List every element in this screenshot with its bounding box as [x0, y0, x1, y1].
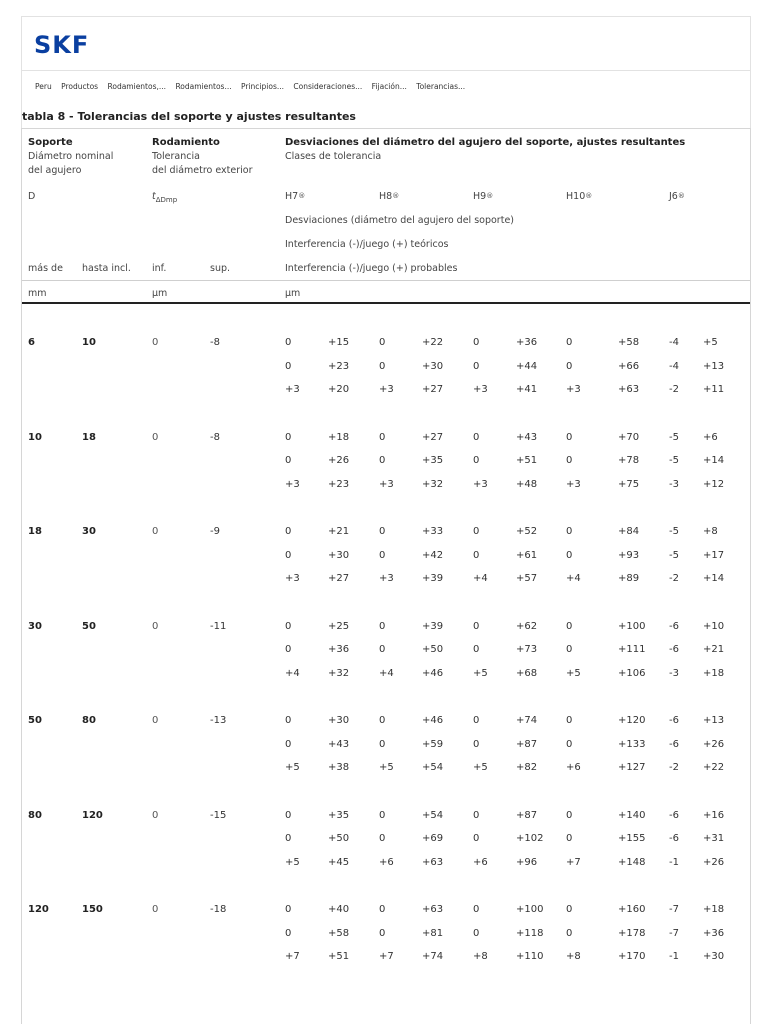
table-cell: +38: [328, 762, 350, 773]
table-cell: +17: [703, 550, 725, 561]
table-cell: +118: [516, 928, 544, 939]
table-cell: +30: [328, 550, 350, 561]
table-cell: +35: [422, 455, 444, 466]
registered-icon: ®: [486, 192, 494, 200]
header-mas-de: más de: [28, 263, 63, 274]
table-cell: -3: [669, 668, 679, 679]
table-cell: 0: [285, 739, 292, 750]
group-mas-de: 50: [28, 715, 42, 726]
table-cell: 0: [566, 432, 573, 443]
group-mas-de: 10: [28, 432, 42, 443]
table-cell: +106: [618, 668, 646, 679]
table-cell: +6: [703, 432, 718, 443]
table-cell: +27: [422, 432, 444, 443]
table-cell: 0: [473, 904, 480, 915]
table-cell: 0: [285, 337, 292, 348]
table-cell: +4: [285, 668, 300, 679]
table-cell: 0: [566, 904, 573, 915]
table-cell: +7: [566, 857, 581, 868]
group-inf: 0: [152, 621, 159, 632]
header-t: [152, 190, 177, 207]
table-cell: +43: [516, 432, 538, 443]
table-cell: +48: [516, 479, 538, 490]
group-hasta: 18: [82, 432, 96, 443]
table-cell: +6: [473, 857, 488, 868]
table-cell: +21: [703, 644, 725, 655]
header-divider-thick: [22, 302, 750, 304]
table-cell: 0: [379, 337, 386, 348]
table-cell: +74: [516, 715, 538, 726]
header-inf: inf.: [152, 263, 167, 274]
group-sup: -13: [210, 715, 227, 726]
table-cell: +178: [618, 928, 646, 939]
breadcrumb-item-principios[interactable]: Principios...: [241, 82, 285, 91]
registered-icon: ®: [298, 192, 306, 200]
table-cell: 0: [285, 644, 292, 655]
group-mas-de: 6: [28, 337, 35, 348]
header-hasta: hasta incl.: [82, 263, 131, 274]
breadcrumb: [35, 82, 472, 91]
table-cell: -5: [669, 432, 679, 443]
table-cell: +140: [618, 810, 646, 821]
table-cell: +22: [703, 762, 725, 773]
table-cell: +102: [516, 833, 544, 844]
header-line-teoricos: Interferencia (-)/juego (+) teóricos: [285, 239, 449, 250]
table-cell: -5: [669, 526, 679, 537]
table-cell: -1: [669, 857, 679, 868]
group-hasta: 120: [82, 810, 103, 821]
table-cell: +84: [618, 526, 640, 537]
table-cell: +7: [379, 951, 394, 962]
table-cell: +6: [566, 762, 581, 773]
table-cell: +36: [516, 337, 538, 348]
table-cell: +75: [618, 479, 640, 490]
unit-um-soporte: μm: [285, 288, 301, 299]
table-cell: +21: [328, 526, 350, 537]
table-cell: 0: [285, 361, 292, 372]
group-inf: 0: [152, 526, 159, 537]
table-cell: +3: [566, 384, 581, 395]
table-cell: 0: [285, 715, 292, 726]
table-cell: +110: [516, 951, 544, 962]
table-cell: +3: [473, 479, 488, 490]
table-cell: 0: [379, 833, 386, 844]
group-sup: -8: [210, 337, 220, 348]
header-d: D: [28, 191, 36, 202]
unit-mm: mm: [28, 288, 47, 299]
header-rodamiento: Rodamiento: [152, 137, 220, 148]
breadcrumb-item-tolerancias[interactable]: Tolerancias...: [416, 82, 466, 91]
group-sup: -15: [210, 810, 227, 821]
group-sup: -9: [210, 526, 220, 537]
table-cell: +36: [703, 928, 725, 939]
table-cell: +54: [422, 810, 444, 821]
table-cell: +70: [618, 432, 640, 443]
table-cell: +59: [422, 739, 444, 750]
table-cell: +3: [379, 479, 394, 490]
table-cell: 0: [566, 526, 573, 537]
table-cell: 0: [285, 432, 292, 443]
table-cell: +4: [379, 668, 394, 679]
table-cell: +14: [703, 573, 725, 584]
table-cell: +35: [328, 810, 350, 821]
table-cell: 0: [379, 715, 386, 726]
table-cell: +26: [703, 857, 725, 868]
table-cell: +5: [566, 668, 581, 679]
class-h10: [566, 190, 592, 203]
table-cell: +36: [328, 644, 350, 655]
header-soporte: Soporte: [28, 137, 73, 148]
table-cell: 0: [285, 833, 292, 844]
breadcrumb-item-rodamientos-2[interactable]: Rodamientos...: [175, 82, 232, 91]
table-cell: +3: [285, 384, 300, 395]
table-cell: +133: [618, 739, 646, 750]
table-cell: +4: [566, 573, 581, 584]
table-cell: +30: [703, 951, 725, 962]
table-cell: +93: [618, 550, 640, 561]
table-cell: +32: [328, 668, 350, 679]
group-hasta: 50: [82, 621, 96, 632]
table-cell: +89: [618, 573, 640, 584]
table-cell: 0: [379, 644, 386, 655]
table-cell: +51: [516, 455, 538, 466]
table-cell: +54: [422, 762, 444, 773]
table-cell: +5: [703, 337, 718, 348]
table-cell: -6: [669, 621, 679, 632]
table-cell: 0: [566, 455, 573, 466]
table-cell: +5: [473, 762, 488, 773]
header-clases: Clases de tolerancia: [285, 151, 382, 162]
table-cell: 0: [379, 928, 386, 939]
group-sup: -18: [210, 904, 227, 915]
breadcrumb-item-productos[interactable]: Productos: [61, 82, 99, 91]
table-cell: +3: [379, 384, 394, 395]
group-inf: 0: [152, 904, 159, 915]
group-hasta: 80: [82, 715, 96, 726]
table-cell: +100: [618, 621, 646, 632]
table-cell: +87: [516, 810, 538, 821]
table-cell: 0: [566, 621, 573, 632]
logo-text: SKF: [34, 34, 90, 56]
table-cell: +87: [516, 739, 538, 750]
group-mas-de: 30: [28, 621, 42, 632]
table-cell: 0: [473, 432, 480, 443]
group-inf: 0: [152, 432, 159, 443]
table-cell: 0: [566, 739, 573, 750]
breadcrumb-item-fijacion[interactable]: Fijación...: [371, 82, 407, 91]
table-cell: +44: [516, 361, 538, 372]
table-title: tabla 8 - Tolerancias del soporte y ajustes resultantes: [22, 110, 356, 123]
group-sup: -8: [210, 432, 220, 443]
group-mas-de: 120: [28, 904, 49, 915]
table-cell: +13: [703, 361, 725, 372]
table-cell: 0: [379, 904, 386, 915]
table-cell: 0: [473, 621, 480, 632]
table-cell: +8: [703, 526, 718, 537]
group-hasta: 30: [82, 526, 96, 537]
group-sup: -11: [210, 621, 227, 632]
table-cell: -1: [669, 951, 679, 962]
group-hasta: 150: [82, 904, 103, 915]
group-mas-de: 80: [28, 810, 42, 821]
header-t-subscript: ΔDmp: [155, 195, 178, 204]
registered-icon: ®: [677, 192, 685, 200]
table-cell: +32: [422, 479, 444, 490]
table-cell: 0: [379, 739, 386, 750]
table-cell: +39: [422, 573, 444, 584]
table-cell: +57: [516, 573, 538, 584]
table-cell: +30: [328, 715, 350, 726]
table-cell: +3: [473, 384, 488, 395]
table-cell: +96: [516, 857, 538, 868]
table-cell: +52: [516, 526, 538, 537]
table-cell: +6: [379, 857, 394, 868]
group-hasta: 10: [82, 337, 96, 348]
table-cell: +30: [422, 361, 444, 372]
table-cell: 0: [473, 928, 480, 939]
header-line-desviaciones: Desviaciones (diámetro del agujero del soporte): [285, 215, 514, 226]
table-cell: +3: [285, 479, 300, 490]
table-cell: -3: [669, 479, 679, 490]
table-cell: +27: [328, 573, 350, 584]
group-inf: 0: [152, 715, 159, 726]
registered-icon: ®: [392, 192, 400, 200]
breadcrumb-item-rodamientos-1[interactable]: Rodamientos,...: [107, 82, 167, 91]
table-cell: +15: [328, 337, 350, 348]
table-cell: -6: [669, 833, 679, 844]
table-cell: 0: [566, 928, 573, 939]
table-cell: +58: [328, 928, 350, 939]
table-cell: +40: [328, 904, 350, 915]
class-h9-label: H9: [473, 191, 487, 202]
table-cell: 0: [566, 361, 573, 372]
table-cell: +69: [422, 833, 444, 844]
table-cell: +13: [703, 715, 725, 726]
header-divider-thin: [22, 280, 750, 281]
table-cell: +100: [516, 904, 544, 915]
table-cell: -2: [669, 384, 679, 395]
table-cell: +78: [618, 455, 640, 466]
table-cell: +22: [422, 337, 444, 348]
table-cell: 0: [473, 715, 480, 726]
table-cell: +120: [618, 715, 646, 726]
table-cell: +73: [516, 644, 538, 655]
table-cell: +18: [328, 432, 350, 443]
header-rodamiento-sub1: Tolerancia: [152, 151, 200, 162]
table-cell: 0: [379, 432, 386, 443]
class-j6-label: J6: [669, 191, 678, 202]
table-cell: 0: [285, 621, 292, 632]
table-cell: +5: [285, 857, 300, 868]
table-cell: +127: [618, 762, 646, 773]
table-cell: +148: [618, 857, 646, 868]
table-cell: 0: [473, 550, 480, 561]
table-cell: -4: [669, 337, 679, 348]
table-cell: 0: [285, 455, 292, 466]
table-cell: +8: [566, 951, 581, 962]
table-cell: 0: [285, 810, 292, 821]
class-h10-label: H10: [566, 191, 586, 202]
table-cell: +111: [618, 644, 646, 655]
table-cell: +74: [422, 951, 444, 962]
table-cell: 0: [473, 361, 480, 372]
table-cell: 0: [566, 337, 573, 348]
unit-um-rodamiento: μm: [152, 288, 168, 299]
table-cell: +12: [703, 479, 725, 490]
table-cell: +31: [703, 833, 725, 844]
table-cell: +4: [473, 573, 488, 584]
table-cell: 0: [473, 810, 480, 821]
table-cell: +62: [516, 621, 538, 632]
table-cell: -7: [669, 904, 679, 915]
header-line-probables: Interferencia (-)/juego (+) probables: [285, 263, 458, 274]
table-cell: 0: [285, 526, 292, 537]
table-cell: +46: [422, 715, 444, 726]
table-cell: +155: [618, 833, 646, 844]
class-h9: [473, 190, 493, 203]
skf-logo[interactable]: [34, 34, 114, 56]
table-cell: -6: [669, 810, 679, 821]
table-cell: +42: [422, 550, 444, 561]
table-cell: 0: [379, 455, 386, 466]
table-cell: -7: [669, 928, 679, 939]
table-cell: +46: [422, 668, 444, 679]
header-soporte-sub2: del agujero: [28, 165, 82, 176]
table-cell: +23: [328, 361, 350, 372]
table-cell: +3: [566, 479, 581, 490]
group-inf: 0: [152, 810, 159, 821]
table-cell: +45: [328, 857, 350, 868]
breadcrumb-item-consideraciones[interactable]: Consideraciones...: [293, 82, 363, 91]
class-h7-label: H7: [285, 191, 299, 202]
header-rodamiento-sub2: del diámetro exterior: [152, 165, 253, 176]
table-cell: 0: [379, 621, 386, 632]
table-cell: -5: [669, 550, 679, 561]
table-cell: +160: [618, 904, 646, 915]
table-cell: +5: [379, 762, 394, 773]
header-divider: [21, 70, 751, 71]
table-cell: 0: [379, 550, 386, 561]
table-cell: 0: [473, 526, 480, 537]
table-cell: +39: [422, 621, 444, 632]
table-cell: 0: [566, 715, 573, 726]
table-cell: 0: [566, 833, 573, 844]
table-cell: 0: [473, 337, 480, 348]
table-cell: +170: [618, 951, 646, 962]
table-cell: 0: [566, 550, 573, 561]
table-cell: +66: [618, 361, 640, 372]
table-cell: +23: [328, 479, 350, 490]
table-cell: 0: [473, 739, 480, 750]
breadcrumb-item-peru[interactable]: Peru: [35, 82, 52, 91]
group-mas-de: 18: [28, 526, 42, 537]
table-cell: +81: [422, 928, 444, 939]
table-cell: 0: [473, 455, 480, 466]
table-cell: +58: [618, 337, 640, 348]
table-cell: -6: [669, 715, 679, 726]
table-cell: +26: [328, 455, 350, 466]
table-cell: +3: [379, 573, 394, 584]
table-cell: 0: [473, 644, 480, 655]
header-desviaciones: Desviaciones del diámetro del agujero del soporte, ajustes resultantes: [285, 137, 686, 148]
class-h7: [285, 190, 305, 203]
table-cell: -2: [669, 762, 679, 773]
table-cell: +82: [516, 762, 538, 773]
header-t-symbol: t: [152, 191, 156, 202]
table-cell: 0: [379, 810, 386, 821]
table-cell: +10: [703, 621, 725, 632]
table-cell: -2: [669, 573, 679, 584]
table-cell: 0: [473, 833, 480, 844]
table-cell: +50: [328, 833, 350, 844]
class-j6: [669, 190, 685, 203]
table-cell: +11: [703, 384, 725, 395]
table-cell: +14: [703, 455, 725, 466]
table-cell: +18: [703, 668, 725, 679]
table-cell: +61: [516, 550, 538, 561]
table-cell: +18: [703, 904, 725, 915]
table-cell: +63: [618, 384, 640, 395]
class-h8: [379, 190, 399, 203]
table-cell: 0: [285, 928, 292, 939]
table-cell: 0: [379, 361, 386, 372]
table-cell: +8: [473, 951, 488, 962]
table-cell: +5: [285, 762, 300, 773]
table-cell: 0: [379, 526, 386, 537]
table-cell: -6: [669, 644, 679, 655]
class-h8-label: H8: [379, 191, 393, 202]
table-cell: -5: [669, 455, 679, 466]
table-cell: +7: [285, 951, 300, 962]
table-cell: +50: [422, 644, 444, 655]
table-cell: +25: [328, 621, 350, 632]
table-cell: +3: [285, 573, 300, 584]
table-cell: +26: [703, 739, 725, 750]
table-cell: -6: [669, 739, 679, 750]
table-cell: +5: [473, 668, 488, 679]
table-cell: 0: [566, 810, 573, 821]
table-cell: 0: [285, 550, 292, 561]
table-cell: +63: [422, 904, 444, 915]
table-cell: +27: [422, 384, 444, 395]
group-inf: 0: [152, 337, 159, 348]
registered-icon: ®: [585, 192, 593, 200]
table-cell: 0: [566, 644, 573, 655]
table-cell: 0: [285, 904, 292, 915]
header-sup: sup.: [210, 263, 231, 274]
table-cell: +16: [703, 810, 725, 821]
header-soporte-sub1: Diámetro nominal: [28, 151, 114, 162]
table-cell: +68: [516, 668, 538, 679]
table-cell: +20: [328, 384, 350, 395]
table-cell: +43: [328, 739, 350, 750]
table-cell: +51: [328, 951, 350, 962]
table-cell: +41: [516, 384, 538, 395]
table-cell: -4: [669, 361, 679, 372]
table-cell: +63: [422, 857, 444, 868]
table-cell: +33: [422, 526, 444, 537]
